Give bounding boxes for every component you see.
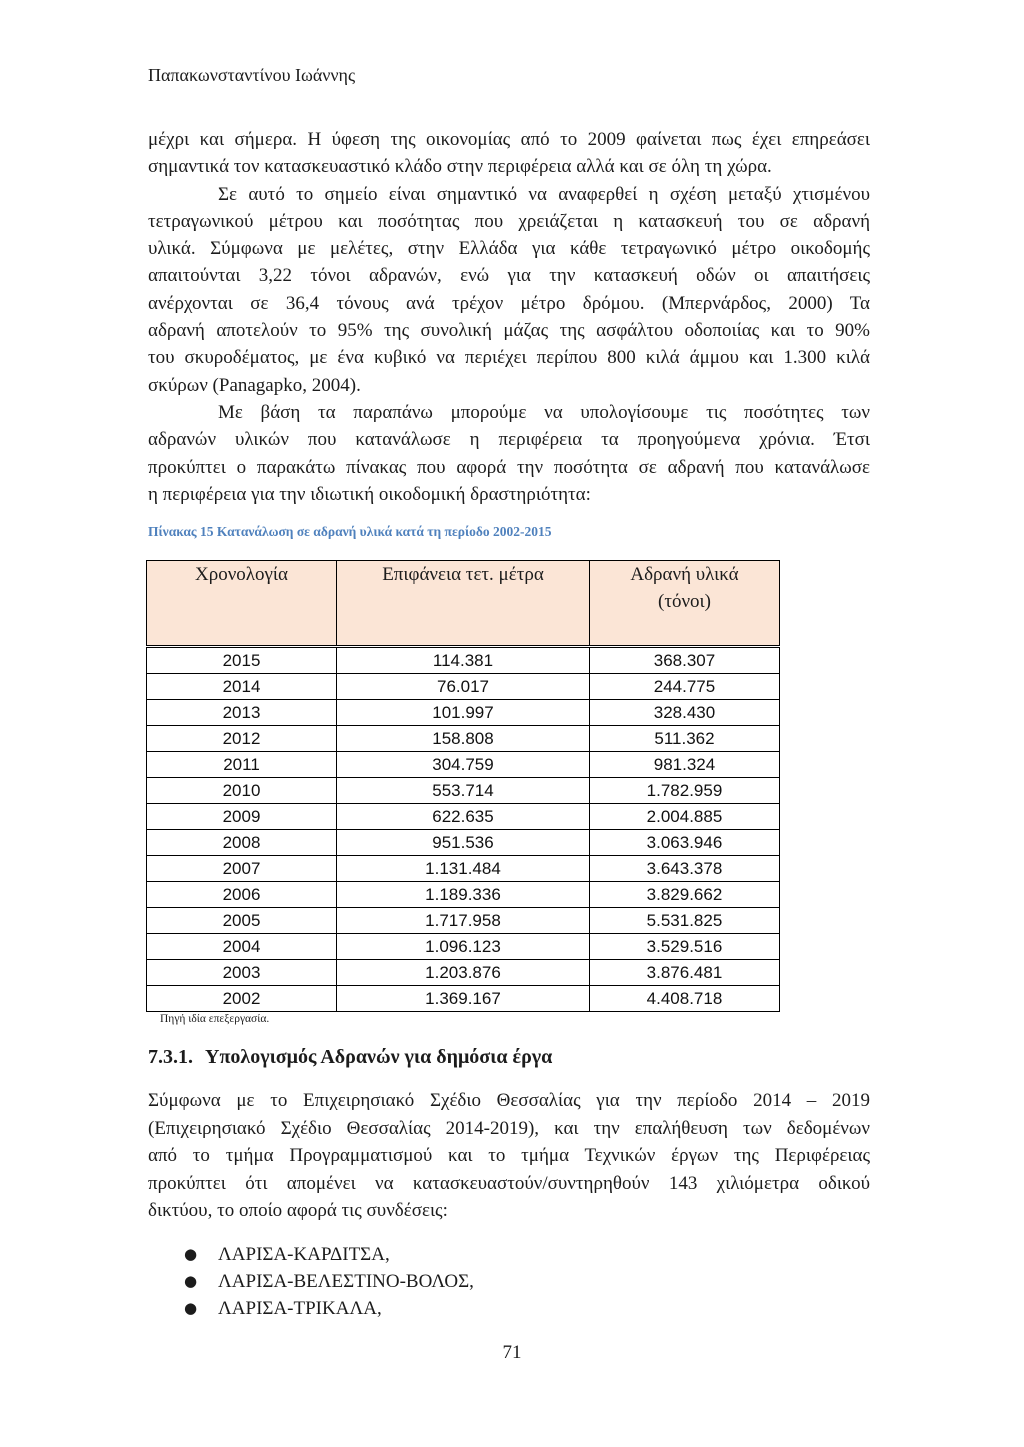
table-row <box>147 934 780 960</box>
column-header-area <box>337 561 590 646</box>
cell-year: 2011 <box>147 752 337 778</box>
text-line: Με βάση τα παραπάνω μπορούμε να υπολογίσουμε τις ποσότητες των <box>218 401 870 423</box>
cell-year: 2007 <box>147 856 337 882</box>
cell-year: 2006 <box>147 882 337 908</box>
cell-area: 76.017 <box>337 674 590 700</box>
list-item-text: ΛΑΡΙΣΑ-ΚΑΡΔΙΤΣΑ, <box>218 1244 390 1265</box>
text-line: Σύμφωνα με το Επιχειρησιακό Σχέδιο Θεσσαλίας για την περίοδο 2014 – 2019 <box>148 1090 870 1111</box>
text-line: απαιτούνται 3,22 τόνοι αδρανών, ενώ για την κατασκευή οδών οι απαιτήσεις <box>148 265 870 287</box>
bullet-icon: ● <box>184 1299 198 1317</box>
text-line: αδρανή αποτελούν το 95% της συνολική μάζας της ασφάλτου οδοποιίας και το 90% <box>148 320 870 342</box>
section-number: 7.3.1. <box>148 1046 193 1068</box>
body-paragraph-2 <box>148 1087 870 1225</box>
section-title: Υπολογισμός Αδρανών για δημόσια έργα <box>205 1046 553 1068</box>
column-header-label: Χρονολογία <box>195 564 288 585</box>
table-header <box>146 560 780 646</box>
cell-aggregates: 3.876.481 <box>590 960 780 986</box>
cell-aggregates: 4.408.718 <box>590 986 780 1012</box>
cell-aggregates: 3.643.378 <box>590 856 780 882</box>
cell-area: 622.635 <box>337 804 590 830</box>
cell-year: 2005 <box>147 908 337 934</box>
cell-area: 304.759 <box>337 752 590 778</box>
section-heading <box>148 1043 552 1071</box>
text-line: ανέρχονται σε 36,4 τόνους ανά τρέχον μέτρο δρόμου. (Μπερνάρδος, 2000) Τα <box>148 292 870 314</box>
cell-aggregates: 5.531.825 <box>590 908 780 934</box>
text-line: προκύπτει ο παρακάτω πίνακας που αφορά την ποσότητα σε αδρανή που κατανάλωσε <box>148 456 870 478</box>
table-row <box>147 752 780 778</box>
data-table <box>146 647 780 1012</box>
text-line: υλικά. Σύμφωνα με μελέτες, στην Ελλάδα για κάθε τετραγωνικό μέτρο οικοδομής <box>148 238 870 260</box>
list-item <box>0 1241 1024 1268</box>
cell-aggregates: 1.782.959 <box>590 778 780 804</box>
table-row <box>147 804 780 830</box>
cell-area: 114.381 <box>337 648 590 674</box>
text-line: η περιφέρεια για την ιδιωτική οικοδομική δραστηριότητα: <box>148 483 591 505</box>
table-header-row <box>147 561 780 646</box>
text-line: αδρανών υλικών που κατανάλωσε η περιφέρεια τα προηγούμενα χρόνια. Έτσι <box>148 429 870 451</box>
cell-area: 1.717.958 <box>337 908 590 934</box>
cell-aggregates: 3.829.662 <box>590 882 780 908</box>
list-item <box>0 1268 1024 1295</box>
table-caption: Πίνακας 15 Κατανάλωση σε αδρανή υλικά κατά τη περίοδο 2002-2015 <box>148 524 552 539</box>
table-row <box>147 908 780 934</box>
cell-area: 1.189.336 <box>337 882 590 908</box>
bullet-icon: ● <box>184 1272 198 1290</box>
column-header-aggregates <box>590 561 780 646</box>
table-row <box>147 986 780 1012</box>
list-item-text: ΛΑΡΙΣΑ-ΒΕΛΕΣΤΙΝΟ-ΒΟΛΟΣ, <box>218 1271 474 1292</box>
text-line: Σε αυτό το σημείο είναι σημαντικό να αναφερθεί η σχέση μεταξύ χτισμένου <box>218 183 870 205</box>
cell-area: 553.714 <box>337 778 590 804</box>
text-line: τετραγωνικού μέτρου και ποσότητας που χρειάζεται η κατασκευή του σε αδρανή <box>148 210 870 232</box>
cell-aggregates: 3.529.516 <box>590 934 780 960</box>
cell-year: 2004 <box>147 934 337 960</box>
cell-aggregates: 981.324 <box>590 752 780 778</box>
text-line: μέχρι και σήμερα. Η ύφεση της οικονομίας από το 2009 φαίνεται πως έχει επηρεάσει <box>148 129 870 150</box>
table-row <box>147 856 780 882</box>
cell-area: 1.131.484 <box>337 856 590 882</box>
cell-area: 158.808 <box>337 726 590 752</box>
page-number: 71 <box>502 1342 522 1363</box>
table-row <box>147 674 780 700</box>
text-line: του σκυροδέματος, με ένα κυβικό να περιέχει περίπου 800 κιλά άμμου και 1.300 κιλά <box>148 347 870 369</box>
cell-area: 101.997 <box>337 700 590 726</box>
column-header-year <box>147 561 337 646</box>
cell-area: 1.369.167 <box>337 986 590 1012</box>
table-row <box>147 882 780 908</box>
cell-year: 2002 <box>147 986 337 1012</box>
table-row <box>147 726 780 752</box>
text-line: από το τμήμα Προγραμματισμού και το τμήμα Τεχνικών έργων της Περιφέρειας <box>148 1145 870 1166</box>
route-list <box>0 1241 1024 1322</box>
cell-year: 2013 <box>147 700 337 726</box>
table-row <box>147 700 780 726</box>
text-line: προκύπτει ότι απομένει να κατασκευαστούν/συντηρηθούν 143 χιλιόμετρα οδικού <box>148 1172 870 1194</box>
running-header-author: Παπακωνσταντίνου Ιωάννης <box>148 65 356 85</box>
cell-year: 2003 <box>147 960 337 986</box>
cell-area: 1.096.123 <box>337 934 590 960</box>
table-row <box>147 960 780 986</box>
table-source-note: Πηγή ιδία επεξεργασία. <box>160 1013 270 1025</box>
text-line: σκύρων (Panagapko, 2004). <box>148 374 361 396</box>
column-header-label: Αδρανή υλικά <box>630 564 739 585</box>
cell-aggregates: 244.775 <box>590 674 780 700</box>
cell-aggregates: 3.063.946 <box>590 830 780 856</box>
bullet-icon: ● <box>184 1245 198 1263</box>
cell-year: 2012 <box>147 726 337 752</box>
cell-aggregates: 328.430 <box>590 700 780 726</box>
table-row <box>147 778 780 804</box>
text-line: (Επιχειρησιακό Σχέδιο Θεσσαλίας 2014-2019), και την επαλήθευση των δεδομένων <box>148 1117 870 1139</box>
text-line: σημαντικά τον κατασκευαστικό κλάδο στην περιφέρεια αλλά και σε όλη τη χώρα. <box>148 156 772 178</box>
cell-aggregates: 368.307 <box>590 648 780 674</box>
cell-area: 951.536 <box>337 830 590 856</box>
table-row <box>147 648 780 674</box>
cell-year: 2009 <box>147 804 337 830</box>
cell-aggregates: 511.362 <box>590 726 780 752</box>
column-header-label: Επιφάνεια τετ. μέτρα <box>382 564 544 585</box>
text-line: δικτύου, το οποίο αφορά τις συνδέσεις: <box>148 1200 448 1221</box>
column-header-unit: (τόνοι) <box>658 591 711 612</box>
body-paragraph-1 <box>148 126 870 508</box>
cell-year: 2008 <box>147 830 337 856</box>
list-item-text: ΛΑΡΙΣΑ-ΤΡΙΚΑΛΑ, <box>218 1298 382 1319</box>
cell-year: 2010 <box>147 778 337 804</box>
cell-year: 2014 <box>147 674 337 700</box>
cell-year: 2015 <box>147 648 337 674</box>
cell-area: 1.203.876 <box>337 960 590 986</box>
list-item <box>0 1295 1024 1322</box>
table-row <box>147 830 780 856</box>
cell-aggregates: 2.004.885 <box>590 804 780 830</box>
